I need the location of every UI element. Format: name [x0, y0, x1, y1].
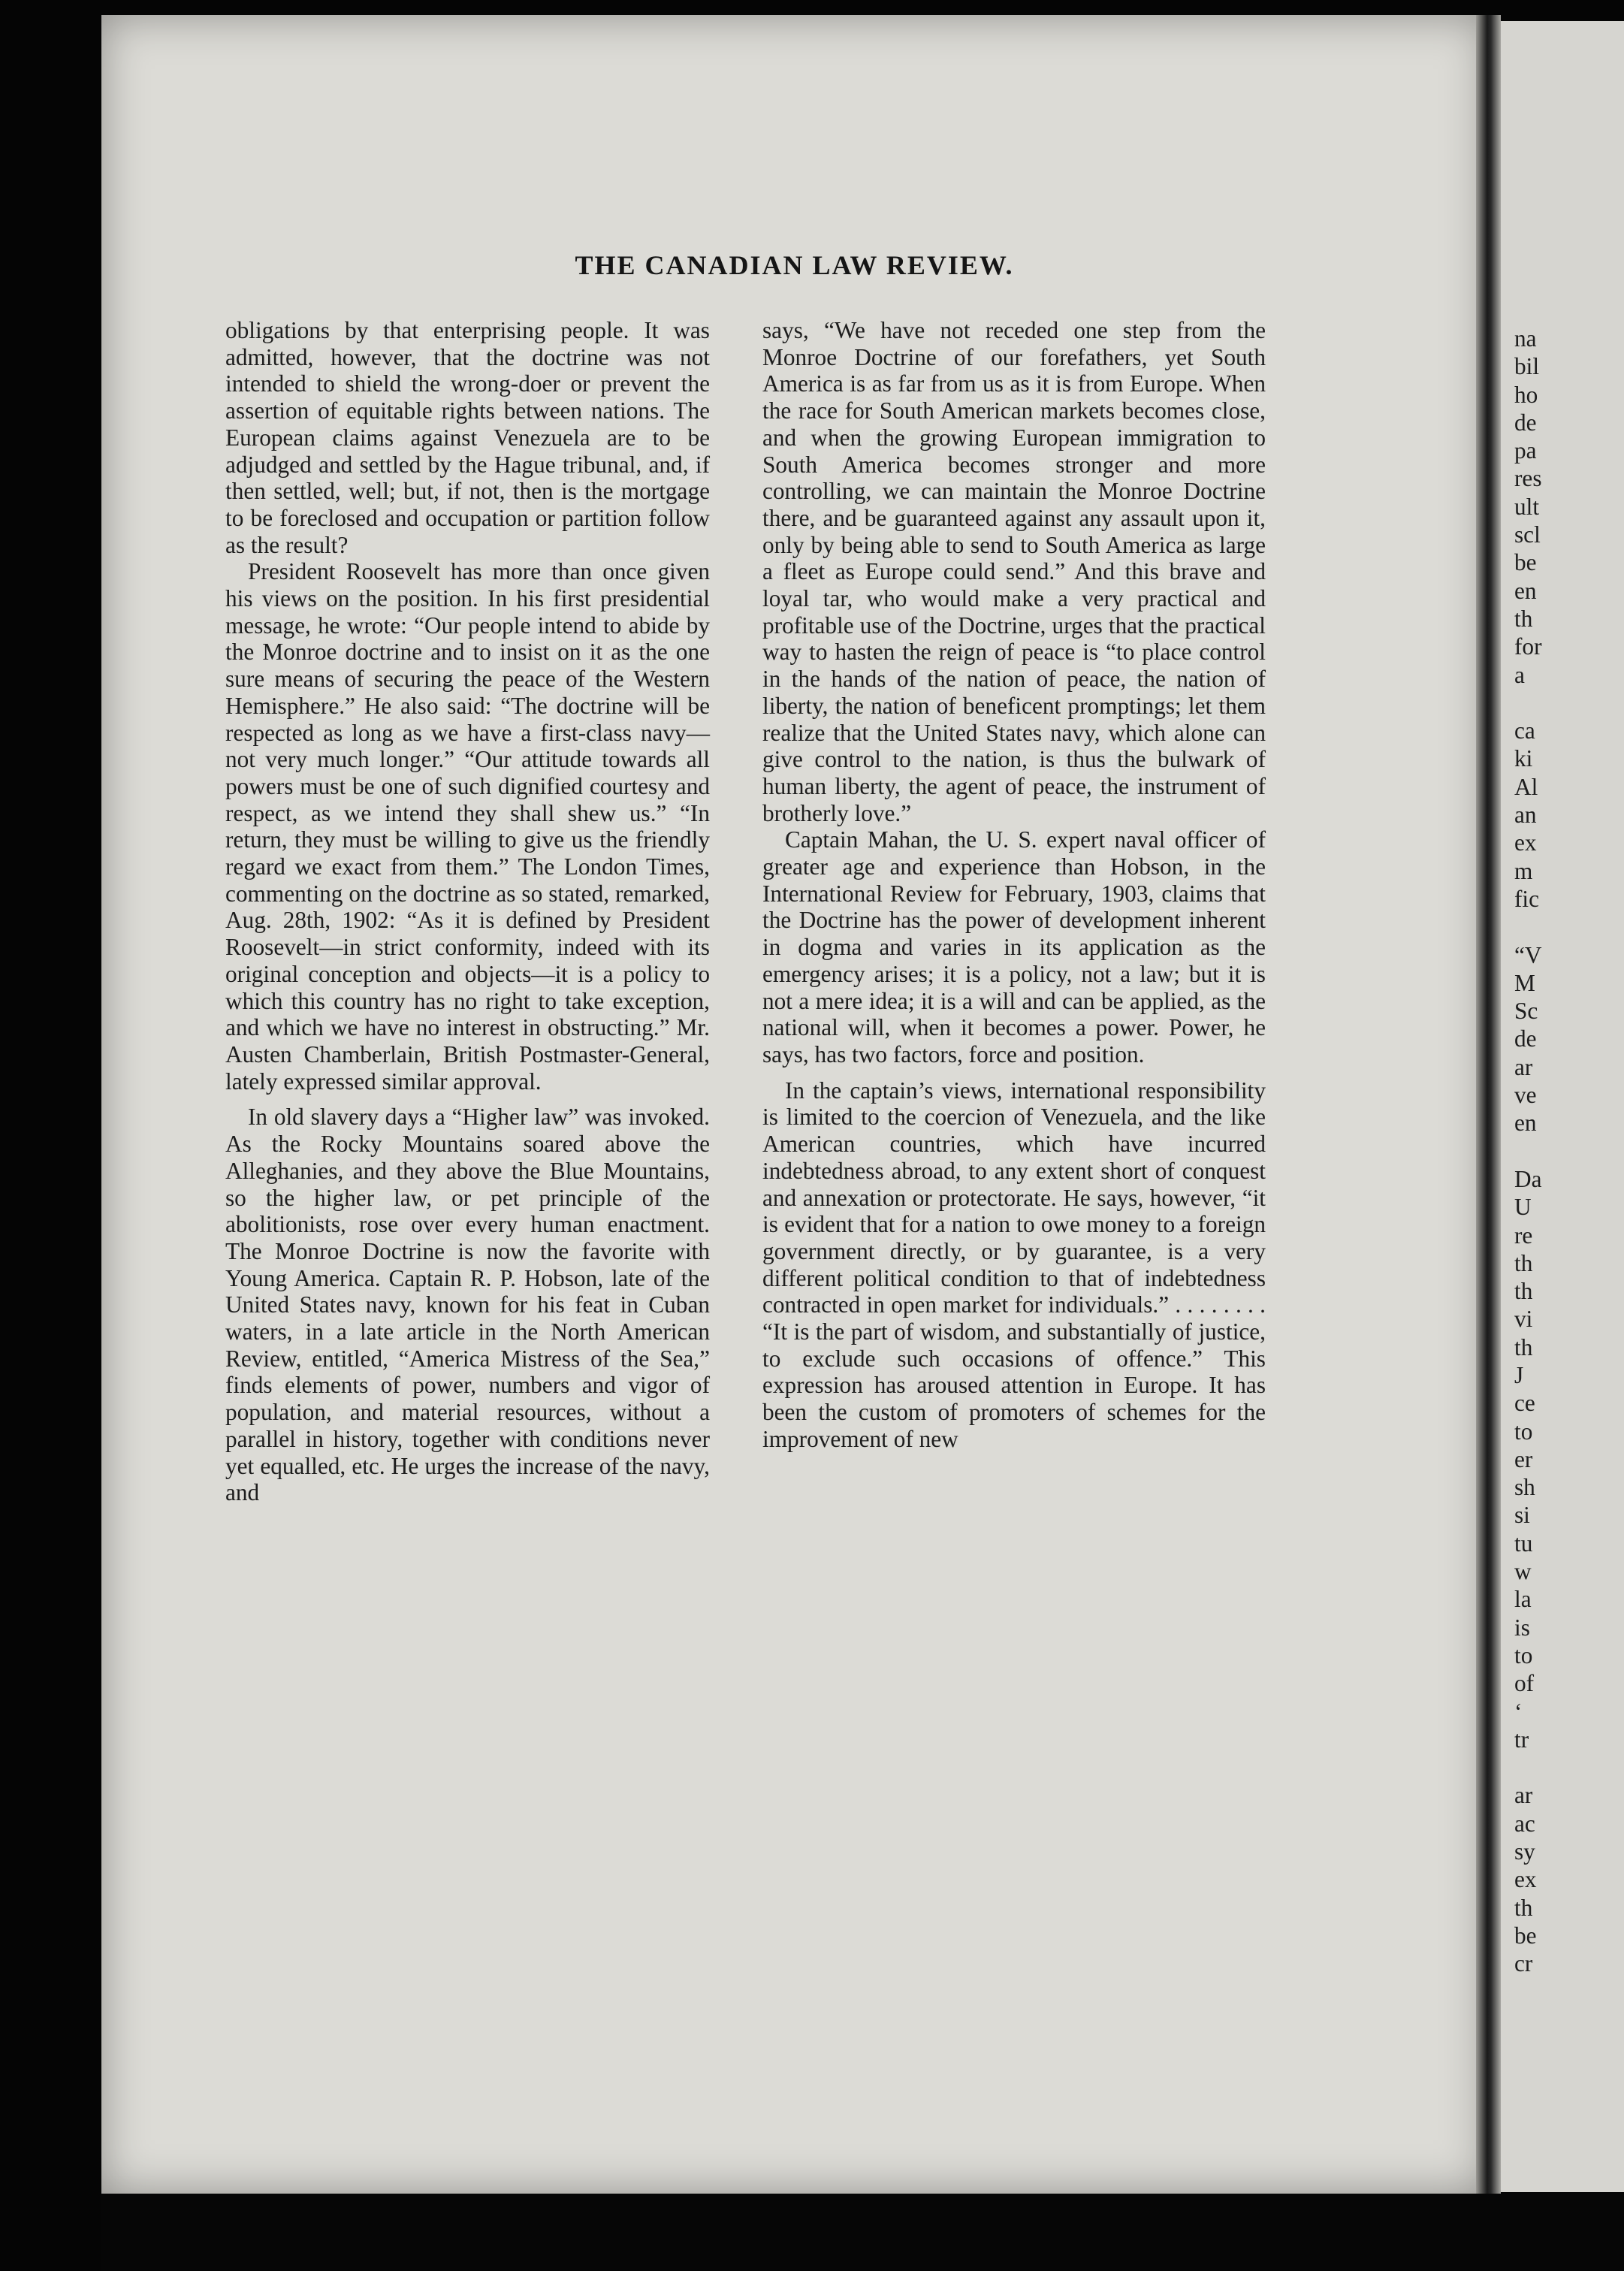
- fragment-line: th: [1514, 1333, 1533, 1360]
- paragraph: In the captain’s views, international responsibility is limited to the coercion of Venezuela, and the like American countries, which have incurred indebtedness abroad, to any extent short of conquest and annexation or protectorate. He says, however, “it is evident that for a nation to owe money to a foreign government directly, or by guarantee, is a very different political condition to that of indebtedness contracted in open market for individuals.” . . . . . . . . “It is the part of wisdom, and substantially of justice, to exclude such occasions of offence.” This expression has aroused attention in Europe. It has been the custom of promoters of schemes for the improvement of new: [762, 1077, 1266, 1452]
- fragment-line: cr: [1514, 1950, 1533, 1977]
- fragment-line: en: [1514, 577, 1537, 604]
- fragment-line: Al: [1514, 773, 1538, 800]
- fragment-line: ho: [1514, 381, 1538, 408]
- fragment-line: ex: [1514, 829, 1537, 856]
- next-page-text-fragment: [1514, 325, 1619, 1978]
- fragment-line: [1514, 913, 1619, 941]
- fragment-line: is: [1514, 1614, 1530, 1641]
- fragment-line: la: [1514, 1586, 1532, 1613]
- fragment-line: de: [1514, 1025, 1537, 1052]
- fragment-line: sy: [1514, 1838, 1535, 1865]
- fragment-line: ‘: [1514, 1698, 1523, 1725]
- fragment-line: m: [1514, 857, 1533, 884]
- fragment-line: th: [1514, 1278, 1533, 1305]
- fragment-line: for: [1514, 633, 1542, 660]
- paragraph: President Roosevelt has more than once given his views on the position. In his first presidential message, he wrote: “Our people intend to abide by the Monroe doctrine and to insist on it as the one sure means of securing the peace of the Western Hemisphere.” He also said: “The doctrine will be respected as long as we have a first-class navy—not very much longer.” “Our attitude towards all powers must be one of such dignified courtesy and respect, as we intend they shall shew us.” “In return, they must be willing to give us the friendly regard we exact from them.” The London Times, commenting on the doctrine as so stated, remarked, Aug. 28th, 1902: “As it is defined by President Roosevelt—in strict conformity, indeed with its original conception and objects—it is a policy to which this country has no right to take exception, and which we have no interest in obstructing.” Mr. Austen Chamberlain, British Postmaster-General, lately expressed similar approval.: [225, 558, 710, 1095]
- fragment-line: Da: [1514, 1165, 1542, 1192]
- fragment-line: w: [1514, 1558, 1532, 1585]
- fragment-line: [1514, 1137, 1619, 1165]
- fragment-line: to: [1514, 1641, 1533, 1669]
- fragment-line: er: [1514, 1445, 1533, 1472]
- fragment-line: ce: [1514, 1390, 1535, 1417]
- fragment-line: na: [1514, 325, 1537, 352]
- fragment-line: ki: [1514, 745, 1533, 772]
- scan-background: [101, 2194, 1624, 2271]
- fragment-line: ar: [1514, 1782, 1533, 1809]
- paragraph: In old slavery days a “Higher law” was invoked. As the Rocky Mountains soared above the Alleghanies, and they above the Blue Mountains, so the higher law, or pet principle of the abolitionists, rose over every human enactment. The Monroe Doctrine is now the favorite with Young America. Captain R. P. Hobson, late of the United States navy, known for his feat in Cuban waters, in a late article in the North American Review, entitled, “America Mistress of the Sea,” finds elements of power, numbers and vigor of population, and material resources, without a parallel in history, together with conditions never yet equalled, etc. He urges the increase of the navy, and: [225, 1104, 710, 1506]
- fragment-line: re: [1514, 1222, 1533, 1249]
- fragment-line: of: [1514, 1670, 1535, 1697]
- fragment-line: ca: [1514, 717, 1535, 744]
- fragment-line: [1514, 1753, 1619, 1781]
- fragment-line: th: [1514, 1249, 1533, 1276]
- book-page: [101, 15, 1487, 2194]
- fragment-line: an: [1514, 802, 1537, 829]
- fragment-line: tr: [1514, 1726, 1529, 1753]
- page-header: THE CANADIAN LAW REVIEW.: [575, 250, 1014, 280]
- paragraph: says, “We have not receded one step from the Monroe Doctrine of our forefathers, yet South America is as far from us as it is from Europe. When the race for South American markets becomes close, and when the growing European immigration to South America becomes stronger and more controlling, we can maintain the Monroe Doctrine there, and be guaranteed against any assault upon it, only by being able to send to South America as large a fleet as Europe could send.” And this brave and loyal tar, who would make a very practical and profitable use of the Doctrine, urges that the practical way to hasten the reign of peace is “to place control in the hands of the nation of peace, the nation of liberty, the nation of beneficent promptings; let them realize that the United States navy, which alone can give control to the nation, is thus the bulwark of human liberty, the agent of peace, the instrument of brotherly love.”: [762, 317, 1266, 826]
- fragment-line: ve: [1514, 1082, 1537, 1109]
- fragment-line: Sc: [1514, 998, 1538, 1025]
- fragment-line: res: [1514, 465, 1542, 492]
- fragment-line: en: [1514, 1110, 1537, 1137]
- fragment-line: si: [1514, 1502, 1530, 1529]
- fragment-line: scl: [1514, 521, 1541, 548]
- fragment-line: fic: [1514, 885, 1540, 912]
- next-page-edge: [1501, 21, 1624, 2192]
- fragment-line: sh: [1514, 1474, 1535, 1501]
- fragment-line: be: [1514, 549, 1537, 576]
- text-column-right: [762, 317, 1266, 1453]
- fragment-line: ac: [1514, 1810, 1535, 1837]
- fragment-line: ex: [1514, 1866, 1537, 1893]
- fragment-line: M: [1514, 969, 1535, 996]
- fragment-line: [1514, 689, 1619, 717]
- fragment-line: de: [1514, 409, 1537, 436]
- fragment-line: th: [1514, 605, 1533, 632]
- fragment-line: ult: [1514, 493, 1540, 520]
- fragment-line: bil: [1514, 353, 1540, 380]
- fragment-line: vi: [1514, 1306, 1533, 1333]
- fragment-line: be: [1514, 1922, 1537, 1949]
- fragment-line: a: [1514, 661, 1525, 688]
- fragment-line: ar: [1514, 1053, 1533, 1080]
- fragment-line: “V: [1514, 941, 1542, 968]
- fragment-line: th: [1514, 1894, 1533, 1921]
- fragment-line: tu: [1514, 1530, 1533, 1557]
- text-column-left: [225, 317, 710, 1506]
- fragment-line: pa: [1514, 437, 1537, 464]
- paragraph: obligations by that enterprising people. It was admitted, however, that the doctrine was not intended to shield the wrong-doer or prevent the assertion of equitable rights between nations. The European claims against Venezuela are to be adjudged and settled by the Hague tribunal, and, if then settled, well; but, if not, then is the mortgage to be foreclosed and occupation or partition follow as the result?: [225, 317, 710, 558]
- fragment-line: J: [1514, 1361, 1524, 1388]
- fragment-line: U: [1514, 1194, 1532, 1221]
- fragment-line: to: [1514, 1418, 1533, 1445]
- page-gutter: [1476, 15, 1501, 2194]
- paragraph: Captain Mahan, the U. S. expert naval officer of greater age and experience than Hobson, in the International Review for February, 1903, claims that the Doctrine has the power of development inherent in dogma and varies in its application as the emergency arises; it is a policy, not a law; but it is not a mere idea; it is a will and can be applied, as the national will, when it becomes a power. Power, he says, has two factors, force and position.: [762, 826, 1266, 1068]
